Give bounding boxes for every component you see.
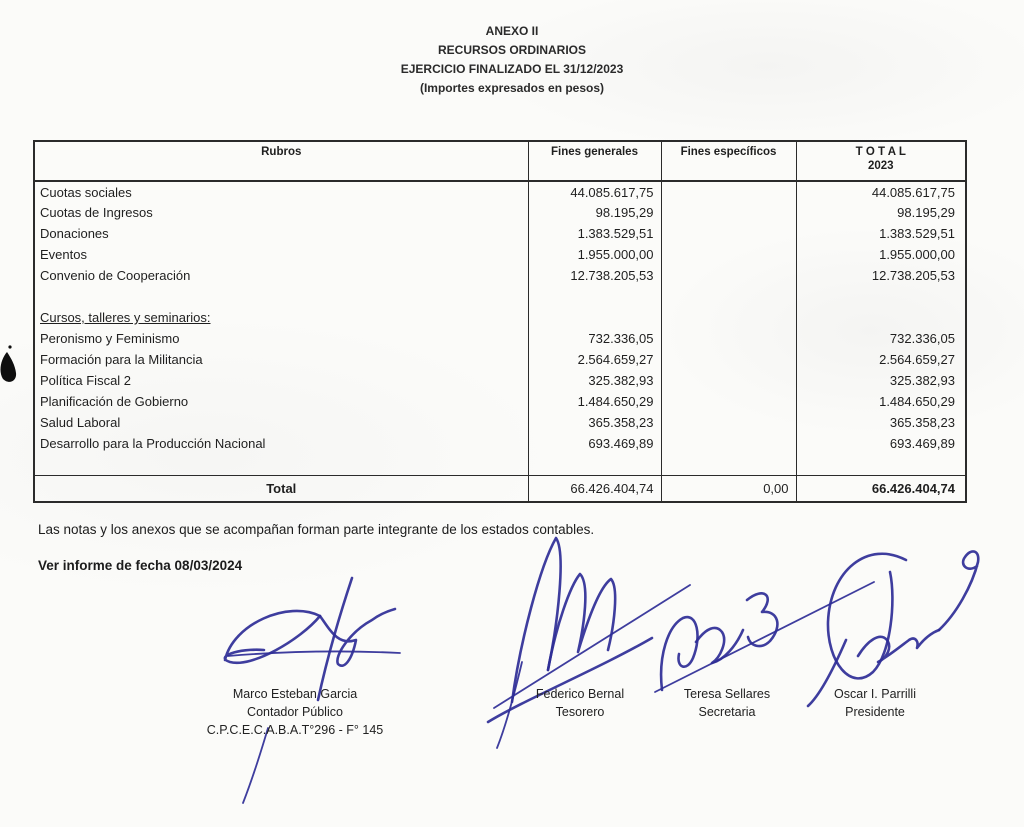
report-date-text: Ver informe de fecha 08/03/2024	[38, 558, 243, 573]
signatory-role: Tesorero	[555, 705, 605, 719]
table-row: Desarrollo para la Producción Nacional 693.469,89 693.469,89	[34, 433, 966, 454]
table-row: Planificación de Gobierno 1.484.650,29 1.484.650,29	[34, 391, 966, 412]
table-row: Política Fiscal 2 325.382,93 325.382,93	[34, 370, 966, 391]
signature-teresa-ink	[655, 582, 874, 692]
total-grand-value: 66.426.404,74	[796, 475, 966, 502]
table-row	[34, 286, 966, 307]
signatory-name: Marco Esteban Garcia	[232, 687, 358, 701]
signatory-role: Secretaria	[698, 705, 756, 719]
signatory-name: Federico Bernal	[535, 687, 625, 701]
table-row: Salud Laboral 365.358,23 365.358,23	[34, 412, 966, 433]
table-row: Cuotas sociales 44.085.617,75 44.085.617,75	[34, 181, 966, 202]
fiscal-year-line: EJERCICIO FINALIZADO EL 31/12/2023	[400, 62, 624, 76]
signature-oscar-ink	[808, 551, 978, 706]
total-row	[34, 475, 966, 502]
table-row	[34, 454, 966, 475]
notes-integral-text: Las notas y los anexos que se acompañan forman parte integrante de los estados contables.	[38, 522, 595, 537]
currency-note: (Importes expresados en pesos)	[419, 81, 605, 95]
table-row: Donaciones 1.383.529,51 1.383.529,51	[34, 223, 966, 244]
table-row: Cuotas de Ingresos 98.195,29 98.195,29	[34, 202, 966, 223]
resources-table	[33, 140, 967, 503]
annex-title: ANEXO II	[485, 24, 539, 38]
signatory-block-president	[800, 685, 950, 721]
total-label: T O T A L	[855, 146, 906, 158]
table-row: Formación para la Militancia 2.564.659,27 2.564.659,27	[34, 349, 966, 370]
signatory-name: Oscar I. Parrilli	[834, 687, 916, 701]
table-row: Cursos, talleres y seminarios:	[34, 307, 966, 328]
signatory-block-treasurer	[505, 685, 655, 721]
total-especifico-value: 0,00	[661, 475, 796, 502]
signatory-role: Presidente	[845, 705, 905, 719]
col-header-fines-especificos: Fines específicos	[661, 141, 796, 181]
signatory-registration: C.P.C.E.C.A.B.A.T°296 - F° 145	[206, 723, 384, 737]
total-year: 2023	[867, 160, 894, 172]
table-row: Peronismo y Feminismo 732.336,05 732.336,05	[34, 328, 966, 349]
table-row: Eventos 1.955.000,00 1.955.000,00	[34, 244, 966, 265]
col-header-total	[796, 141, 966, 181]
document-title: RECURSOS ORDINARIOS	[437, 43, 586, 57]
signatory-block-secretary	[652, 685, 802, 721]
col-header-rubros: Rubros	[34, 141, 528, 181]
document-header	[0, 22, 1024, 98]
signatory-block-accountant	[160, 685, 430, 739]
table-row: Convenio de Cooperación 12.738.205,53 12.738.205,53	[34, 265, 966, 286]
total-general-value: 66.426.404,74	[528, 475, 661, 502]
signatory-role: Contador Público	[247, 705, 343, 719]
signatory-name: Teresa Sellares	[683, 687, 771, 701]
col-header-fines-generales: Fines generales	[528, 141, 661, 181]
total-row-label: Total	[34, 475, 528, 502]
table-header-row	[34, 141, 966, 181]
ink-blot	[0, 345, 16, 381]
